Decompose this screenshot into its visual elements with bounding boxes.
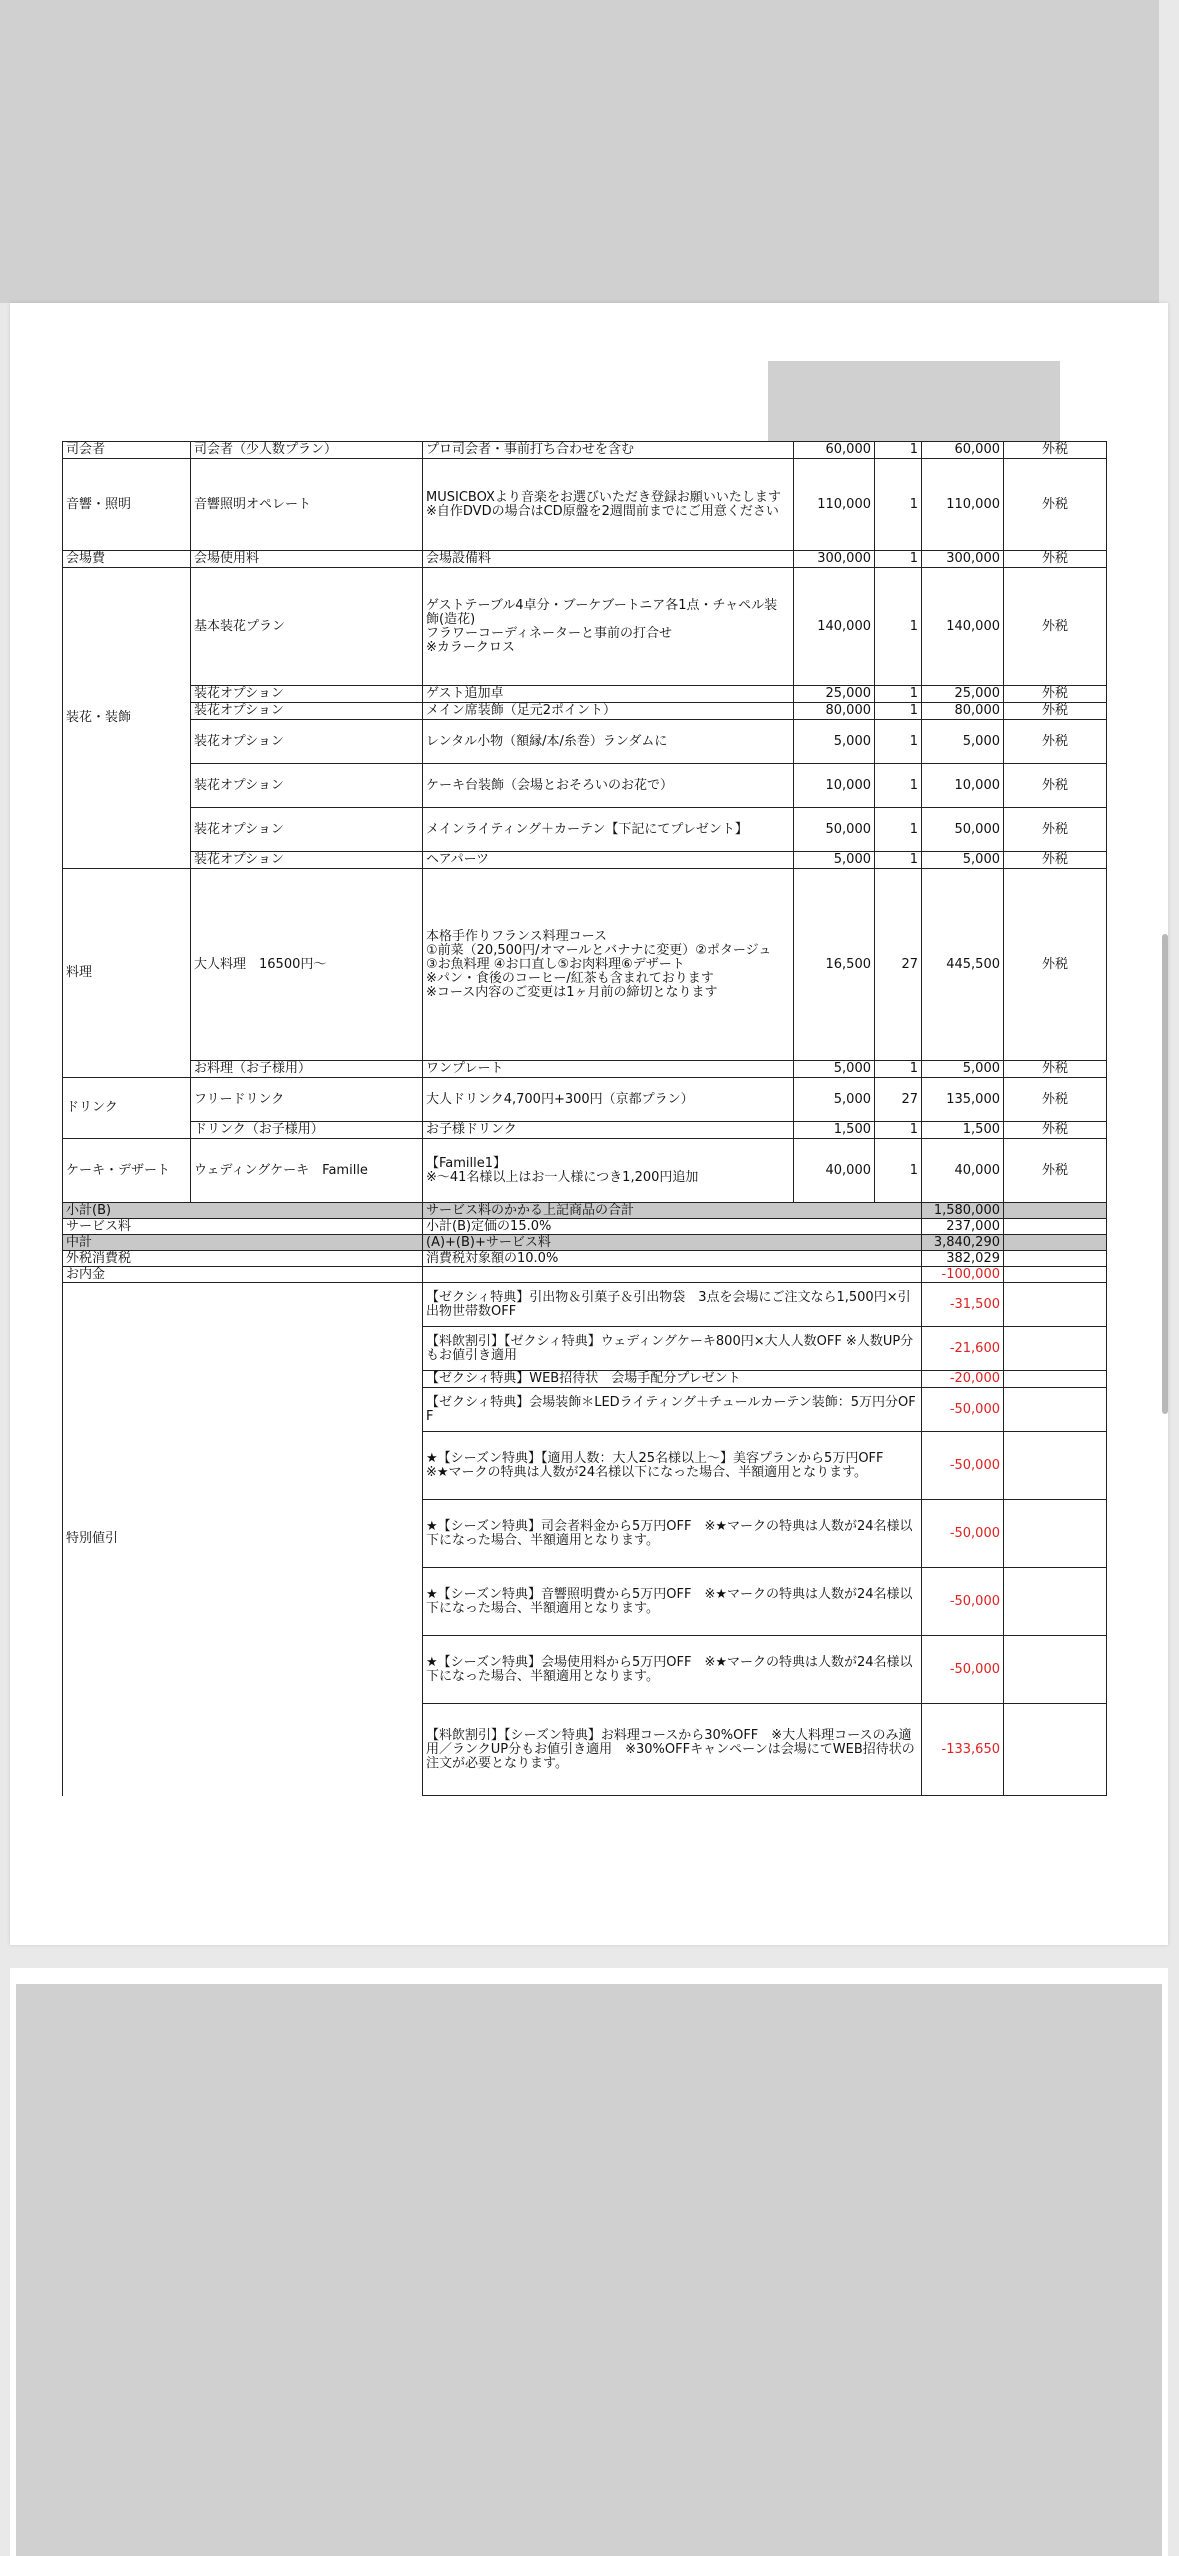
quantity-cell: 1	[875, 720, 922, 764]
discount-description: 【ゼクシィ特典】会場装飾＊LEDライティング＋チュールカーテン装飾：5万円分OFF	[423, 1388, 922, 1432]
unit-price-cell: 80,000	[794, 703, 875, 720]
discount-amount: -50,000	[922, 1388, 1004, 1432]
amount-cell: 10,000	[922, 764, 1004, 808]
amount-cell: 300,000	[922, 551, 1004, 568]
summary-tax	[1004, 1219, 1107, 1235]
category-cell: 司会者	[63, 442, 191, 459]
description-cell: レンタル小物（額縁/本/糸巻）ランダムに	[423, 720, 794, 764]
table-row	[63, 459, 1107, 551]
discount-amount: -133,650	[922, 1704, 1004, 1796]
item-cell: 装花オプション	[191, 852, 423, 869]
table-row	[63, 1078, 1107, 1122]
item-cell: 装花オプション	[191, 703, 423, 720]
amount-cell: 40,000	[922, 1139, 1004, 1203]
quantity-cell: 1	[875, 686, 922, 703]
quantity-cell: 1	[875, 1061, 922, 1078]
table-row	[63, 1061, 1107, 1078]
discount-amount: -20,000	[922, 1371, 1004, 1388]
description-cell: メイン席装飾（足元2ポイント）	[423, 703, 794, 720]
unit-price-cell: 5,000	[794, 1078, 875, 1122]
discount-description: ★【シーズン特典】司会者料金から5万円OFF ※★マークの特典は人数が24名様以下になった場合、半額適用となります。	[423, 1500, 922, 1568]
item-cell: お料理（お子様用）	[191, 1061, 423, 1078]
amount-cell: 110,000	[922, 459, 1004, 551]
tax-cell: 外税	[1004, 764, 1107, 808]
tax-cell: 外税	[1004, 551, 1107, 568]
summary-label: 小計(B)	[63, 1203, 423, 1219]
unit-price-cell: 300,000	[794, 551, 875, 568]
tax-cell: 外税	[1004, 568, 1107, 686]
quantity-cell: 1	[875, 459, 922, 551]
table-row	[63, 568, 1107, 686]
redacted-box	[768, 361, 1060, 441]
amount-cell: 60,000	[922, 442, 1004, 459]
discount-description: 【ゼクシィ特典】WEB招待状 会場手配分プレゼント	[423, 1371, 922, 1388]
unit-price-cell: 5,000	[794, 1061, 875, 1078]
item-cell: 音響照明オペレート	[191, 459, 423, 551]
summary-description: 小計(B)定価の15.0%	[423, 1219, 922, 1235]
table-row	[63, 764, 1107, 808]
discount-tax	[1004, 1327, 1107, 1371]
summary-amount: 382,029	[922, 1251, 1004, 1267]
unit-price-cell: 10,000	[794, 764, 875, 808]
tax-cell: 外税	[1004, 720, 1107, 764]
category-cell: ドリンク	[63, 1078, 191, 1139]
summary-amount: -100,000	[922, 1267, 1004, 1283]
table-row	[63, 808, 1107, 852]
quantity-cell: 27	[875, 869, 922, 1061]
table-row	[63, 852, 1107, 869]
unit-price-cell: 140,000	[794, 568, 875, 686]
description-cell: ケーキ台装飾（会場とおそろいのお花で）	[423, 764, 794, 808]
unit-price-cell: 110,000	[794, 459, 875, 551]
tax-cell: 外税	[1004, 1139, 1107, 1203]
tax-cell: 外税	[1004, 703, 1107, 720]
discount-label: 特別値引	[63, 1283, 423, 1796]
summary-tax	[1004, 1251, 1107, 1267]
description-cell: プロ司会者・事前打ち合わせを含む	[423, 442, 794, 459]
category-cell: 音響・照明	[63, 459, 191, 551]
summary-description	[423, 1267, 922, 1283]
tax-cell: 外税	[1004, 852, 1107, 869]
description-cell: ゲストテーブル4卓分・ブーケブートニア各1点・チャペル装飾(造花) フラワーコーディネーターと事前の打合せ ※カラークロス	[423, 568, 794, 686]
item-cell: 司会者（少人数プラン）	[191, 442, 423, 459]
amount-cell: 1,500	[922, 1122, 1004, 1139]
summary-label: サービス料	[63, 1219, 423, 1235]
quantity-cell: 27	[875, 1078, 922, 1122]
item-cell: ドリンク（お子様用）	[191, 1122, 423, 1139]
summary-amount: 3,840,290	[922, 1235, 1004, 1251]
discount-tax	[1004, 1704, 1107, 1796]
description-cell: 本格手作りフランス料理コース ①前菜（20,500円/オマールとバナナに変更）②ポタージュ ③お魚料理 ④お口直し⑤お肉料理⑥デザート ※パン・食後のコーヒー/紅茶も含まれております ※コース内容のご変更は1ヶ月前の締切となります	[423, 869, 794, 1061]
summary-row	[63, 1235, 1107, 1251]
table-row	[63, 686, 1107, 703]
discount-description: ★【シーズン特典】【適用人数：大人25名様以上〜】美容プランから5万円OFF ※★マークの特典は人数が24名様以下になった場合、半額適用となります。	[423, 1432, 922, 1500]
summary-label: お内金	[63, 1267, 423, 1283]
discount-description: ★【シーズン特典】音響照明費から5万円OFF ※★マークの特典は人数が24名様以下になった場合、半額適用となります。	[423, 1568, 922, 1636]
quantity-cell: 1	[875, 551, 922, 568]
discount-description: 【料飲割引】【ゼクシィ特典】ウェディングケーキ800円×大人人数OFF ※人数UP分もお値引き適用	[423, 1327, 922, 1371]
discount-tax	[1004, 1371, 1107, 1388]
amount-cell: 80,000	[922, 703, 1004, 720]
redacted-next-page-content	[16, 1984, 1162, 2556]
description-cell: 会場設備料	[423, 551, 794, 568]
summary-row	[63, 1219, 1107, 1235]
quantity-cell: 1	[875, 1139, 922, 1203]
table-row	[63, 720, 1107, 764]
summary-tax	[1004, 1267, 1107, 1283]
item-cell: フリードリンク	[191, 1078, 423, 1122]
amount-cell: 135,000	[922, 1078, 1004, 1122]
description-cell: ゲスト追加卓	[423, 686, 794, 703]
quantity-cell: 1	[875, 1122, 922, 1139]
discount-tax	[1004, 1432, 1107, 1500]
summary-row	[63, 1251, 1107, 1267]
amount-cell: 50,000	[922, 808, 1004, 852]
discount-amount: -50,000	[922, 1432, 1004, 1500]
discount-amount: -31,500	[922, 1283, 1004, 1327]
discount-amount: -50,000	[922, 1500, 1004, 1568]
tax-cell: 外税	[1004, 808, 1107, 852]
table-row	[63, 1122, 1107, 1139]
tax-cell: 外税	[1004, 1122, 1107, 1139]
discount-description: 【ゼクシィ特典】引出物＆引菓子＆引出物袋 3点を会場にご注文なら1,500円×引出物世帯数OFF	[423, 1283, 922, 1327]
tax-cell: 外税	[1004, 442, 1107, 459]
discount-tax	[1004, 1500, 1107, 1568]
unit-price-cell: 5,000	[794, 852, 875, 869]
amount-cell: 5,000	[922, 720, 1004, 764]
description-cell: 大人ドリンク4,700円+300円（京都プラン）	[423, 1078, 794, 1122]
summary-amount: 237,000	[922, 1219, 1004, 1235]
amount-cell: 5,000	[922, 852, 1004, 869]
quantity-cell: 1	[875, 703, 922, 720]
summary-description: サービス料のかかる上記商品の合計	[423, 1203, 922, 1219]
summary-label: 外税消費税	[63, 1251, 423, 1267]
tax-cell: 外税	[1004, 869, 1107, 1061]
table-row	[63, 703, 1107, 720]
description-cell: 【Famille1】 ※〜41名様以上はお一人様につき1,200円追加	[423, 1139, 794, 1203]
tax-cell: 外税	[1004, 686, 1107, 703]
quantity-cell: 1	[875, 568, 922, 686]
discount-row	[63, 1283, 1107, 1327]
description-cell: お子様ドリンク	[423, 1122, 794, 1139]
item-cell: 会場使用料	[191, 551, 423, 568]
summary-amount: 1,580,000	[922, 1203, 1004, 1219]
unit-price-cell: 1,500	[794, 1122, 875, 1139]
quantity-cell: 1	[875, 808, 922, 852]
description-cell: ヘアパーツ	[423, 852, 794, 869]
summary-description: 消費税対象額の10.0%	[423, 1251, 922, 1267]
unit-price-cell: 5,000	[794, 720, 875, 764]
item-cell: 装花オプション	[191, 808, 423, 852]
description-cell: ワンプレート	[423, 1061, 794, 1078]
summary-description: (A)+(B)+サービス料	[423, 1235, 922, 1251]
amount-cell: 5,000	[922, 1061, 1004, 1078]
discount-tax	[1004, 1636, 1107, 1704]
summary-tax	[1004, 1203, 1107, 1219]
item-cell: 大人料理 16500円〜	[191, 869, 423, 1061]
amount-cell: 25,000	[922, 686, 1004, 703]
item-cell: 装花オプション	[191, 764, 423, 808]
description-cell: MUSICBOXより音楽をお選びいただき登録お願いいたします ※自作DVDの場合はCD原盤を2週間前までにご用意ください	[423, 459, 794, 551]
amount-cell: 140,000	[922, 568, 1004, 686]
discount-amount: -21,600	[922, 1327, 1004, 1371]
summary-row	[63, 1203, 1107, 1219]
item-cell: 装花オプション	[191, 686, 423, 703]
category-cell: ケーキ・デザート	[63, 1139, 191, 1203]
quantity-cell: 1	[875, 852, 922, 869]
tax-cell: 外税	[1004, 1078, 1107, 1122]
discount-amount: -50,000	[922, 1568, 1004, 1636]
summary-label: 中計	[63, 1235, 423, 1251]
unit-price-cell: 25,000	[794, 686, 875, 703]
discount-tax	[1004, 1388, 1107, 1432]
category-cell: 装花・装飾	[63, 568, 191, 869]
table-row	[63, 551, 1107, 568]
category-cell: 料理	[63, 869, 191, 1078]
item-cell: 装花オプション	[191, 720, 423, 764]
unit-price-cell: 60,000	[794, 442, 875, 459]
unit-price-cell: 40,000	[794, 1139, 875, 1203]
summary-row	[63, 1267, 1107, 1283]
table-row	[63, 869, 1107, 1061]
tax-cell: 外税	[1004, 1061, 1107, 1078]
item-cell: 基本装花プラン	[191, 568, 423, 686]
summary-tax	[1004, 1235, 1107, 1251]
tax-cell: 外税	[1004, 459, 1107, 551]
quantity-cell: 1	[875, 442, 922, 459]
estimate-table	[62, 441, 1107, 1796]
discount-tax	[1004, 1568, 1107, 1636]
vertical-scrollbar[interactable]	[1162, 934, 1168, 1414]
discount-description: ★【シーズン特典】会場使用料から5万円OFF ※★マークの特典は人数が24名様以下になった場合、半額適用となります。	[423, 1636, 922, 1704]
category-cell: 会場費	[63, 551, 191, 568]
quantity-cell: 1	[875, 764, 922, 808]
redacted-header-area	[0, 0, 1159, 303]
table-row	[63, 1139, 1107, 1203]
item-cell: ウェディングケーキ Famille	[191, 1139, 423, 1203]
amount-cell: 445,500	[922, 869, 1004, 1061]
discount-tax	[1004, 1283, 1107, 1327]
unit-price-cell: 16,500	[794, 869, 875, 1061]
unit-price-cell: 50,000	[794, 808, 875, 852]
discount-amount: -50,000	[922, 1636, 1004, 1704]
discount-description: 【料飲割引】【シーズン特典】お料理コースから30%OFF ※大人料理コースのみ適用／ランクUP分もお値引き適用 ※30%OFFキャンペーンは会場にてWEB招待状の注文が必要となります。	[423, 1704, 922, 1796]
table-row	[63, 442, 1107, 459]
description-cell: メインライティング＋カーテン【下記にてプレゼント】	[423, 808, 794, 852]
